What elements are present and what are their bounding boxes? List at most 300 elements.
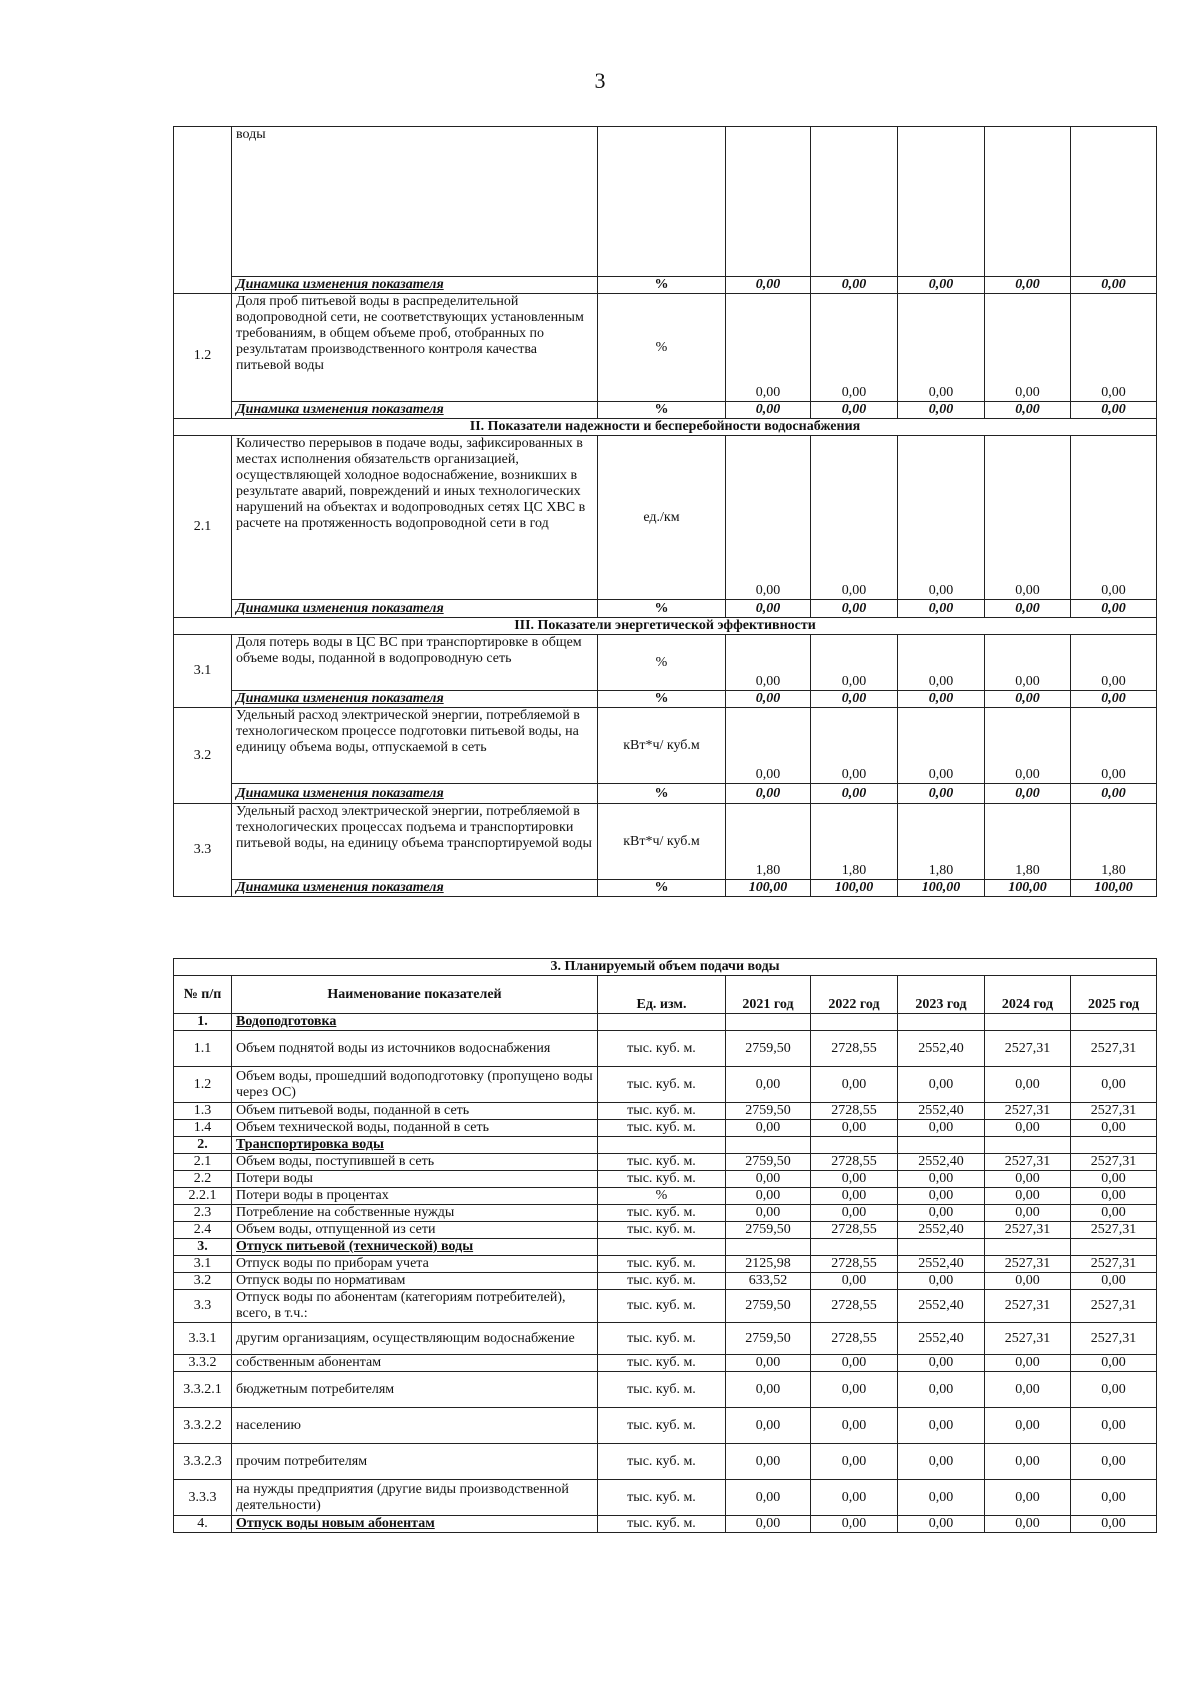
- dynamics-value: 0,00: [898, 277, 985, 294]
- indicator-unit: кВт*ч/ куб.м: [598, 804, 726, 880]
- dynamics-value: 0,00: [811, 691, 898, 708]
- row-number: 2.2.1: [174, 1188, 232, 1205]
- row-unit: тыс. куб. м.: [598, 1067, 726, 1103]
- row-name: Потребление на собственные нужды: [232, 1205, 598, 1222]
- row-value: 0,00: [985, 1067, 1071, 1103]
- indicator-value: 1,80: [726, 804, 811, 880]
- header-number: № п/п: [174, 976, 232, 1014]
- table-row: [174, 1222, 1157, 1239]
- row-value: 0,00: [1071, 1273, 1157, 1290]
- row-value: 0,00: [985, 1355, 1071, 1372]
- row-number: 2.: [174, 1137, 232, 1154]
- row-value: 0,00: [1071, 1408, 1157, 1444]
- row-value: 2728,55: [811, 1323, 898, 1355]
- indicator-value: [1071, 127, 1157, 277]
- row-value: 0,00: [811, 1205, 898, 1222]
- row-value: 0,00: [985, 1188, 1071, 1205]
- dynamics-value: 100,00: [985, 880, 1071, 897]
- table-row: [174, 708, 1157, 784]
- row-value: 0,00: [898, 1355, 985, 1372]
- row-value: [811, 1239, 898, 1256]
- row-value: 0,00: [1071, 1444, 1157, 1480]
- table-row: [174, 1355, 1157, 1372]
- row-value: 2552,40: [898, 1154, 985, 1171]
- dynamics-value: 0,00: [726, 402, 811, 419]
- row-value: 0,00: [1071, 1205, 1157, 1222]
- row-unit: тыс. куб. м.: [598, 1516, 726, 1533]
- header-year: 2024 год: [985, 976, 1071, 1014]
- row-name: другим организациям, осуществляющим водоснабжение: [232, 1323, 598, 1355]
- dynamics-value: 100,00: [1071, 880, 1157, 897]
- table-row: [174, 1031, 1157, 1067]
- table-row: [174, 1137, 1157, 1154]
- row-value: 2527,31: [985, 1103, 1071, 1120]
- row-number: 1.4: [174, 1120, 232, 1137]
- row-value: 0,00: [898, 1171, 985, 1188]
- row-value: 2759,50: [726, 1103, 811, 1120]
- header-year: 2025 год: [1071, 976, 1157, 1014]
- row-value: 2728,55: [811, 1031, 898, 1067]
- row-value: 0,00: [985, 1480, 1071, 1516]
- row-number: 2.4: [174, 1222, 232, 1239]
- indicator-value: 0,00: [985, 635, 1071, 691]
- indicator-name: Доля проб питьевой воды в распределительной водопроводной сети, не соответствующих установленным требованиям, в общем объеме проб, отобранных по результатам производственного контроля качества питьевой воды: [232, 294, 598, 402]
- dynamics-label: Динамика изменения показателя: [232, 277, 598, 294]
- table-row: [174, 1290, 1157, 1323]
- row-value: 0,00: [726, 1372, 811, 1408]
- row-value: 2527,31: [985, 1222, 1071, 1239]
- row-value: 2527,31: [985, 1031, 1071, 1067]
- table-row: [174, 784, 1157, 804]
- indicator-name: воды: [232, 127, 598, 277]
- dynamics-value: 0,00: [985, 691, 1071, 708]
- row-value: 0,00: [726, 1480, 811, 1516]
- row-value: [726, 1239, 811, 1256]
- row-value: 0,00: [985, 1171, 1071, 1188]
- row-name: населению: [232, 1408, 598, 1444]
- row-value: 0,00: [726, 1171, 811, 1188]
- indicator-number: 3.2: [174, 708, 232, 804]
- row-value: 0,00: [811, 1120, 898, 1137]
- row-value: 0,00: [726, 1188, 811, 1205]
- row-value: 0,00: [1071, 1171, 1157, 1188]
- section-heading: III. Показатели энергетической эффективности: [174, 618, 1157, 635]
- table-row: [174, 880, 1157, 897]
- indicator-value: 0,00: [985, 436, 1071, 600]
- row-value: 633,52: [726, 1273, 811, 1290]
- table-row: [174, 1154, 1157, 1171]
- row-value: 0,00: [898, 1408, 985, 1444]
- table-row: [174, 1205, 1157, 1222]
- row-value: 2125,98: [726, 1256, 811, 1273]
- row-unit: тыс. куб. м.: [598, 1205, 726, 1222]
- row-name: на нужды предприятия (другие виды производственной деятельности): [232, 1480, 598, 1516]
- row-number: 2.2: [174, 1171, 232, 1188]
- indicator-value: 0,00: [726, 708, 811, 784]
- row-unit: тыс. куб. м.: [598, 1103, 726, 1120]
- dynamics-value: 0,00: [1071, 784, 1157, 804]
- table-row: [174, 1256, 1157, 1273]
- indicator-unit: [598, 127, 726, 277]
- row-value: 2552,40: [898, 1256, 985, 1273]
- dynamics-label: Динамика изменения показателя: [232, 691, 598, 708]
- row-number: 3.3: [174, 1290, 232, 1323]
- row-value: 2527,31: [1071, 1323, 1157, 1355]
- indicator-name: Доля потерь воды в ЦС ВС при транспортировке в общем объеме воды, поданной в водопроводную сеть: [232, 635, 598, 691]
- table-row: [174, 1103, 1157, 1120]
- indicator-value: 0,00: [898, 708, 985, 784]
- row-number: 3.3.3: [174, 1480, 232, 1516]
- row-value: [898, 1137, 985, 1154]
- row-unit: тыс. куб. м.: [598, 1031, 726, 1067]
- dynamics-value: 0,00: [898, 691, 985, 708]
- row-name: Транспортировка воды: [232, 1137, 598, 1154]
- row-value: 2759,50: [726, 1222, 811, 1239]
- row-value: 0,00: [811, 1516, 898, 1533]
- row-name: Отпуск питьевой (технической) воды: [232, 1239, 598, 1256]
- row-value: 2552,40: [898, 1290, 985, 1323]
- row-value: 0,00: [1071, 1355, 1157, 1372]
- row-value: 0,00: [726, 1444, 811, 1480]
- dynamics-value: 0,00: [811, 600, 898, 618]
- row-value: 2527,31: [1071, 1290, 1157, 1323]
- indicator-name: Удельный расход электрической энергии, потребляемой в технологических процессах подъема и транспортировки питьевой воды, на единицу объема транспортируемой воды: [232, 804, 598, 880]
- table-row: [174, 1480, 1157, 1516]
- row-number: 3.: [174, 1239, 232, 1256]
- row-value: [811, 1014, 898, 1031]
- dynamics-value: 100,00: [726, 880, 811, 897]
- indicator-value: 0,00: [898, 436, 985, 600]
- row-unit: тыс. куб. м.: [598, 1480, 726, 1516]
- dynamics-unit: %: [598, 691, 726, 708]
- row-value: 2728,55: [811, 1222, 898, 1239]
- row-unit: тыс. куб. м.: [598, 1290, 726, 1323]
- row-number: 4.: [174, 1516, 232, 1533]
- row-unit: тыс. куб. м.: [598, 1256, 726, 1273]
- header-unit: Ед. изм.: [598, 976, 726, 1014]
- page-number: 3: [594, 68, 606, 93]
- row-value: 0,00: [726, 1205, 811, 1222]
- row-name: Водоподготовка: [232, 1014, 598, 1031]
- table-row: [174, 1323, 1157, 1355]
- dynamics-value: 0,00: [985, 277, 1071, 294]
- indicator-value: 0,00: [1071, 294, 1157, 402]
- row-name: Объем технической воды, поданной в сеть: [232, 1120, 598, 1137]
- indicator-value: 0,00: [898, 294, 985, 402]
- row-unit: [598, 1014, 726, 1031]
- dynamics-label: Динамика изменения показателя: [232, 600, 598, 618]
- row-value: 0,00: [1071, 1480, 1157, 1516]
- dynamics-label: Динамика изменения показателя: [232, 880, 598, 897]
- indicator-value: [985, 127, 1071, 277]
- row-value: 0,00: [898, 1444, 985, 1480]
- header-year: 2023 год: [898, 976, 985, 1014]
- row-value: 0,00: [726, 1355, 811, 1372]
- row-value: 2527,31: [1071, 1222, 1157, 1239]
- indicator-value: 0,00: [898, 635, 985, 691]
- row-value: 0,00: [898, 1188, 985, 1205]
- table-row: [174, 691, 1157, 708]
- dynamics-value: 0,00: [1071, 600, 1157, 618]
- row-value: 0,00: [811, 1480, 898, 1516]
- dynamics-value: 0,00: [985, 600, 1071, 618]
- row-value: [1071, 1137, 1157, 1154]
- table-row: [174, 618, 1157, 635]
- row-value: 0,00: [1071, 1120, 1157, 1137]
- table-row: [174, 1014, 1157, 1031]
- row-name: Отпуск воды по приборам учета: [232, 1256, 598, 1273]
- indicator-value: 0,00: [811, 436, 898, 600]
- indicator-value: 1,80: [898, 804, 985, 880]
- row-value: [985, 1239, 1071, 1256]
- row-number: 3.2: [174, 1273, 232, 1290]
- row-unit: тыс. куб. м.: [598, 1154, 726, 1171]
- row-value: 2759,50: [726, 1031, 811, 1067]
- dynamics-value: 0,00: [898, 784, 985, 804]
- row-name: прочим потребителям: [232, 1444, 598, 1480]
- row-value: 0,00: [898, 1205, 985, 1222]
- dynamics-value: 0,00: [898, 402, 985, 419]
- row-value: 0,00: [811, 1171, 898, 1188]
- indicators-table: [173, 126, 1157, 897]
- row-number: 3.3.1: [174, 1323, 232, 1355]
- dynamics-value: 0,00: [985, 784, 1071, 804]
- row-value: 0,00: [1071, 1372, 1157, 1408]
- header-name: Наименование показателей: [232, 976, 598, 1014]
- row-number: 2.3: [174, 1205, 232, 1222]
- table-row: [174, 419, 1157, 436]
- row-number: 1.2: [174, 1067, 232, 1103]
- row-value: 2759,50: [726, 1154, 811, 1171]
- row-unit: тыс. куб. м.: [598, 1171, 726, 1188]
- table-row: [174, 294, 1157, 402]
- row-unit: [598, 1239, 726, 1256]
- section-heading: II. Показатели надежности и бесперебойности водоснабжения: [174, 419, 1157, 436]
- indicator-value: [898, 127, 985, 277]
- row-value: [985, 1014, 1071, 1031]
- row-value: 2527,31: [1071, 1256, 1157, 1273]
- row-unit: тыс. куб. м.: [598, 1372, 726, 1408]
- table-row: [174, 1372, 1157, 1408]
- dynamics-label: Динамика изменения показателя: [232, 784, 598, 804]
- row-value: 2759,50: [726, 1290, 811, 1323]
- row-number: 3.3.2: [174, 1355, 232, 1372]
- dynamics-value: 0,00: [898, 600, 985, 618]
- dynamics-value: 0,00: [726, 784, 811, 804]
- row-value: 2527,31: [985, 1256, 1071, 1273]
- row-name: Объем воды, прошедший водоподготовку (пропущено воды через ОС): [232, 1067, 598, 1103]
- indicator-value: 0,00: [811, 635, 898, 691]
- row-value: 0,00: [985, 1372, 1071, 1408]
- row-value: [726, 1137, 811, 1154]
- indicator-name: Удельный расход электрической энергии, потребляемой в технологическом процессе подготовки питьевой воды, на единицу объема воды, отпускаемой в сеть: [232, 708, 598, 784]
- table-row: [174, 1239, 1157, 1256]
- table-row: [174, 1120, 1157, 1137]
- indicator-value: 1,80: [1071, 804, 1157, 880]
- indicator-value: 0,00: [726, 635, 811, 691]
- indicator-value: 0,00: [1071, 436, 1157, 600]
- dynamics-value: 0,00: [985, 402, 1071, 419]
- dynamics-unit: %: [598, 402, 726, 419]
- row-value: 0,00: [985, 1444, 1071, 1480]
- row-name: Объем питьевой воды, поданной в сеть: [232, 1103, 598, 1120]
- row-value: 0,00: [811, 1067, 898, 1103]
- row-unit: тыс. куб. м.: [598, 1355, 726, 1372]
- row-number: 3.3.2.2: [174, 1408, 232, 1444]
- dynamics-value: 100,00: [898, 880, 985, 897]
- row-value: 2527,31: [985, 1290, 1071, 1323]
- indicator-value: [811, 127, 898, 277]
- row-number: 1.1: [174, 1031, 232, 1067]
- row-value: 0,00: [898, 1067, 985, 1103]
- indicator-value: 0,00: [811, 294, 898, 402]
- row-name: Потери воды: [232, 1171, 598, 1188]
- indicator-value: 0,00: [985, 294, 1071, 402]
- dynamics-label: Динамика изменения показателя: [232, 402, 598, 419]
- dynamics-unit: %: [598, 277, 726, 294]
- row-unit: тыс. куб. м.: [598, 1323, 726, 1355]
- row-unit: тыс. куб. м.: [598, 1273, 726, 1290]
- table-row: [174, 1273, 1157, 1290]
- row-name: Отпуск воды по абонентам (категориям потребителей), всего, в т.ч.:: [232, 1290, 598, 1323]
- indicator-unit: кВт*ч/ куб.м: [598, 708, 726, 784]
- indicator-number: [174, 127, 232, 294]
- row-name: Отпуск воды по нормативам: [232, 1273, 598, 1290]
- table-row: [174, 1188, 1157, 1205]
- dynamics-value: 0,00: [1071, 277, 1157, 294]
- indicator-number: 3.1: [174, 635, 232, 708]
- row-value: 0,00: [898, 1480, 985, 1516]
- row-name: Отпуск воды новым абонентам: [232, 1516, 598, 1533]
- indicator-name: Количество перерывов в подаче воды, зафиксированных в местах исполнения обязательств организацией, осуществляющей холодное водоснабжение, возникших в результате аварий, повреждений и иных технологических нарушений на объектах и водопроводных сетях ЦС ХВС в расчете на протяженность водопроводной сети в год: [232, 436, 598, 600]
- water-supply-table: [173, 958, 1157, 1533]
- table-row: [174, 959, 1157, 976]
- table-row: [174, 277, 1157, 294]
- row-value: 2552,40: [898, 1323, 985, 1355]
- row-number: 3.1: [174, 1256, 232, 1273]
- row-value: [1071, 1239, 1157, 1256]
- row-unit: [598, 1137, 726, 1154]
- row-value: 0,00: [985, 1205, 1071, 1222]
- row-value: 0,00: [1071, 1516, 1157, 1533]
- indicator-value: [726, 127, 811, 277]
- dynamics-unit: %: [598, 880, 726, 897]
- table-row: [174, 600, 1157, 618]
- row-value: 0,00: [898, 1120, 985, 1137]
- row-value: 0,00: [811, 1273, 898, 1290]
- row-value: 2759,50: [726, 1323, 811, 1355]
- row-value: 0,00: [898, 1372, 985, 1408]
- row-number: 1.3: [174, 1103, 232, 1120]
- indicator-value: 0,00: [726, 294, 811, 402]
- row-value: 2552,40: [898, 1031, 985, 1067]
- row-value: 0,00: [1071, 1067, 1157, 1103]
- dynamics-value: 0,00: [811, 784, 898, 804]
- row-unit: тыс. куб. м.: [598, 1222, 726, 1239]
- row-name: Потери воды в процентах: [232, 1188, 598, 1205]
- header-year: 2022 год: [811, 976, 898, 1014]
- row-unit: тыс. куб. м.: [598, 1408, 726, 1444]
- row-value: 0,00: [811, 1188, 898, 1205]
- table-row: [174, 1516, 1157, 1533]
- dynamics-value: 0,00: [811, 277, 898, 294]
- row-value: 0,00: [1071, 1188, 1157, 1205]
- row-number: 3.3.2.3: [174, 1444, 232, 1480]
- indicator-unit: %: [598, 294, 726, 402]
- row-value: 0,00: [898, 1516, 985, 1533]
- indicator-number: 3.3: [174, 804, 232, 897]
- row-value: 0,00: [726, 1120, 811, 1137]
- indicator-value: 1,80: [811, 804, 898, 880]
- row-value: 2527,31: [1071, 1103, 1157, 1120]
- table-title: 3. Планируемый объем подачи воды: [174, 959, 1157, 976]
- dynamics-value: 100,00: [811, 880, 898, 897]
- table-row: [174, 402, 1157, 419]
- dynamics-value: 0,00: [1071, 691, 1157, 708]
- table-row: [174, 436, 1157, 600]
- table-row: [174, 1408, 1157, 1444]
- row-name: Объем воды, поступившей в сеть: [232, 1154, 598, 1171]
- indicator-number: 1.2: [174, 294, 232, 419]
- row-value: 0,00: [811, 1372, 898, 1408]
- row-value: 0,00: [811, 1408, 898, 1444]
- row-value: 2527,31: [1071, 1031, 1157, 1067]
- row-value: 0,00: [985, 1120, 1071, 1137]
- row-value: 0,00: [985, 1408, 1071, 1444]
- indicator-value: 0,00: [1071, 708, 1157, 784]
- dynamics-unit: %: [598, 784, 726, 804]
- table-row: [174, 1444, 1157, 1480]
- row-value: 0,00: [985, 1273, 1071, 1290]
- row-value: [1071, 1014, 1157, 1031]
- row-value: 0,00: [726, 1067, 811, 1103]
- row-value: [811, 1137, 898, 1154]
- row-value: 2728,55: [811, 1154, 898, 1171]
- row-name: Объем поднятой воды из источников водоснабжения: [232, 1031, 598, 1067]
- row-unit: %: [598, 1188, 726, 1205]
- dynamics-value: 0,00: [726, 691, 811, 708]
- row-name: собственным абонентам: [232, 1355, 598, 1372]
- row-value: 0,00: [726, 1516, 811, 1533]
- row-value: 0,00: [811, 1355, 898, 1372]
- indicator-value: 0,00: [985, 708, 1071, 784]
- row-value: 0,00: [811, 1444, 898, 1480]
- row-unit: тыс. куб. м.: [598, 1444, 726, 1480]
- table-row: [174, 1171, 1157, 1188]
- row-value: [898, 1014, 985, 1031]
- table-row: [174, 635, 1157, 691]
- indicator-value: 0,00: [1071, 635, 1157, 691]
- indicator-number: 2.1: [174, 436, 232, 618]
- row-value: 2552,40: [898, 1222, 985, 1239]
- table-row: [174, 976, 1157, 1014]
- indicator-unit: %: [598, 635, 726, 691]
- row-name: Объем воды, отпущенной из сети: [232, 1222, 598, 1239]
- row-value: [726, 1014, 811, 1031]
- row-value: 2728,55: [811, 1103, 898, 1120]
- indicator-unit: ед./км: [598, 436, 726, 600]
- row-name: бюджетным потребителям: [232, 1372, 598, 1408]
- dynamics-value: 0,00: [811, 402, 898, 419]
- row-value: 2728,55: [811, 1290, 898, 1323]
- row-value: 0,00: [726, 1408, 811, 1444]
- row-value: 2552,40: [898, 1103, 985, 1120]
- row-value: 2527,31: [1071, 1154, 1157, 1171]
- dynamics-value: 0,00: [1071, 402, 1157, 419]
- row-value: 0,00: [898, 1273, 985, 1290]
- table-row: [174, 1067, 1157, 1103]
- row-value: 2527,31: [985, 1154, 1071, 1171]
